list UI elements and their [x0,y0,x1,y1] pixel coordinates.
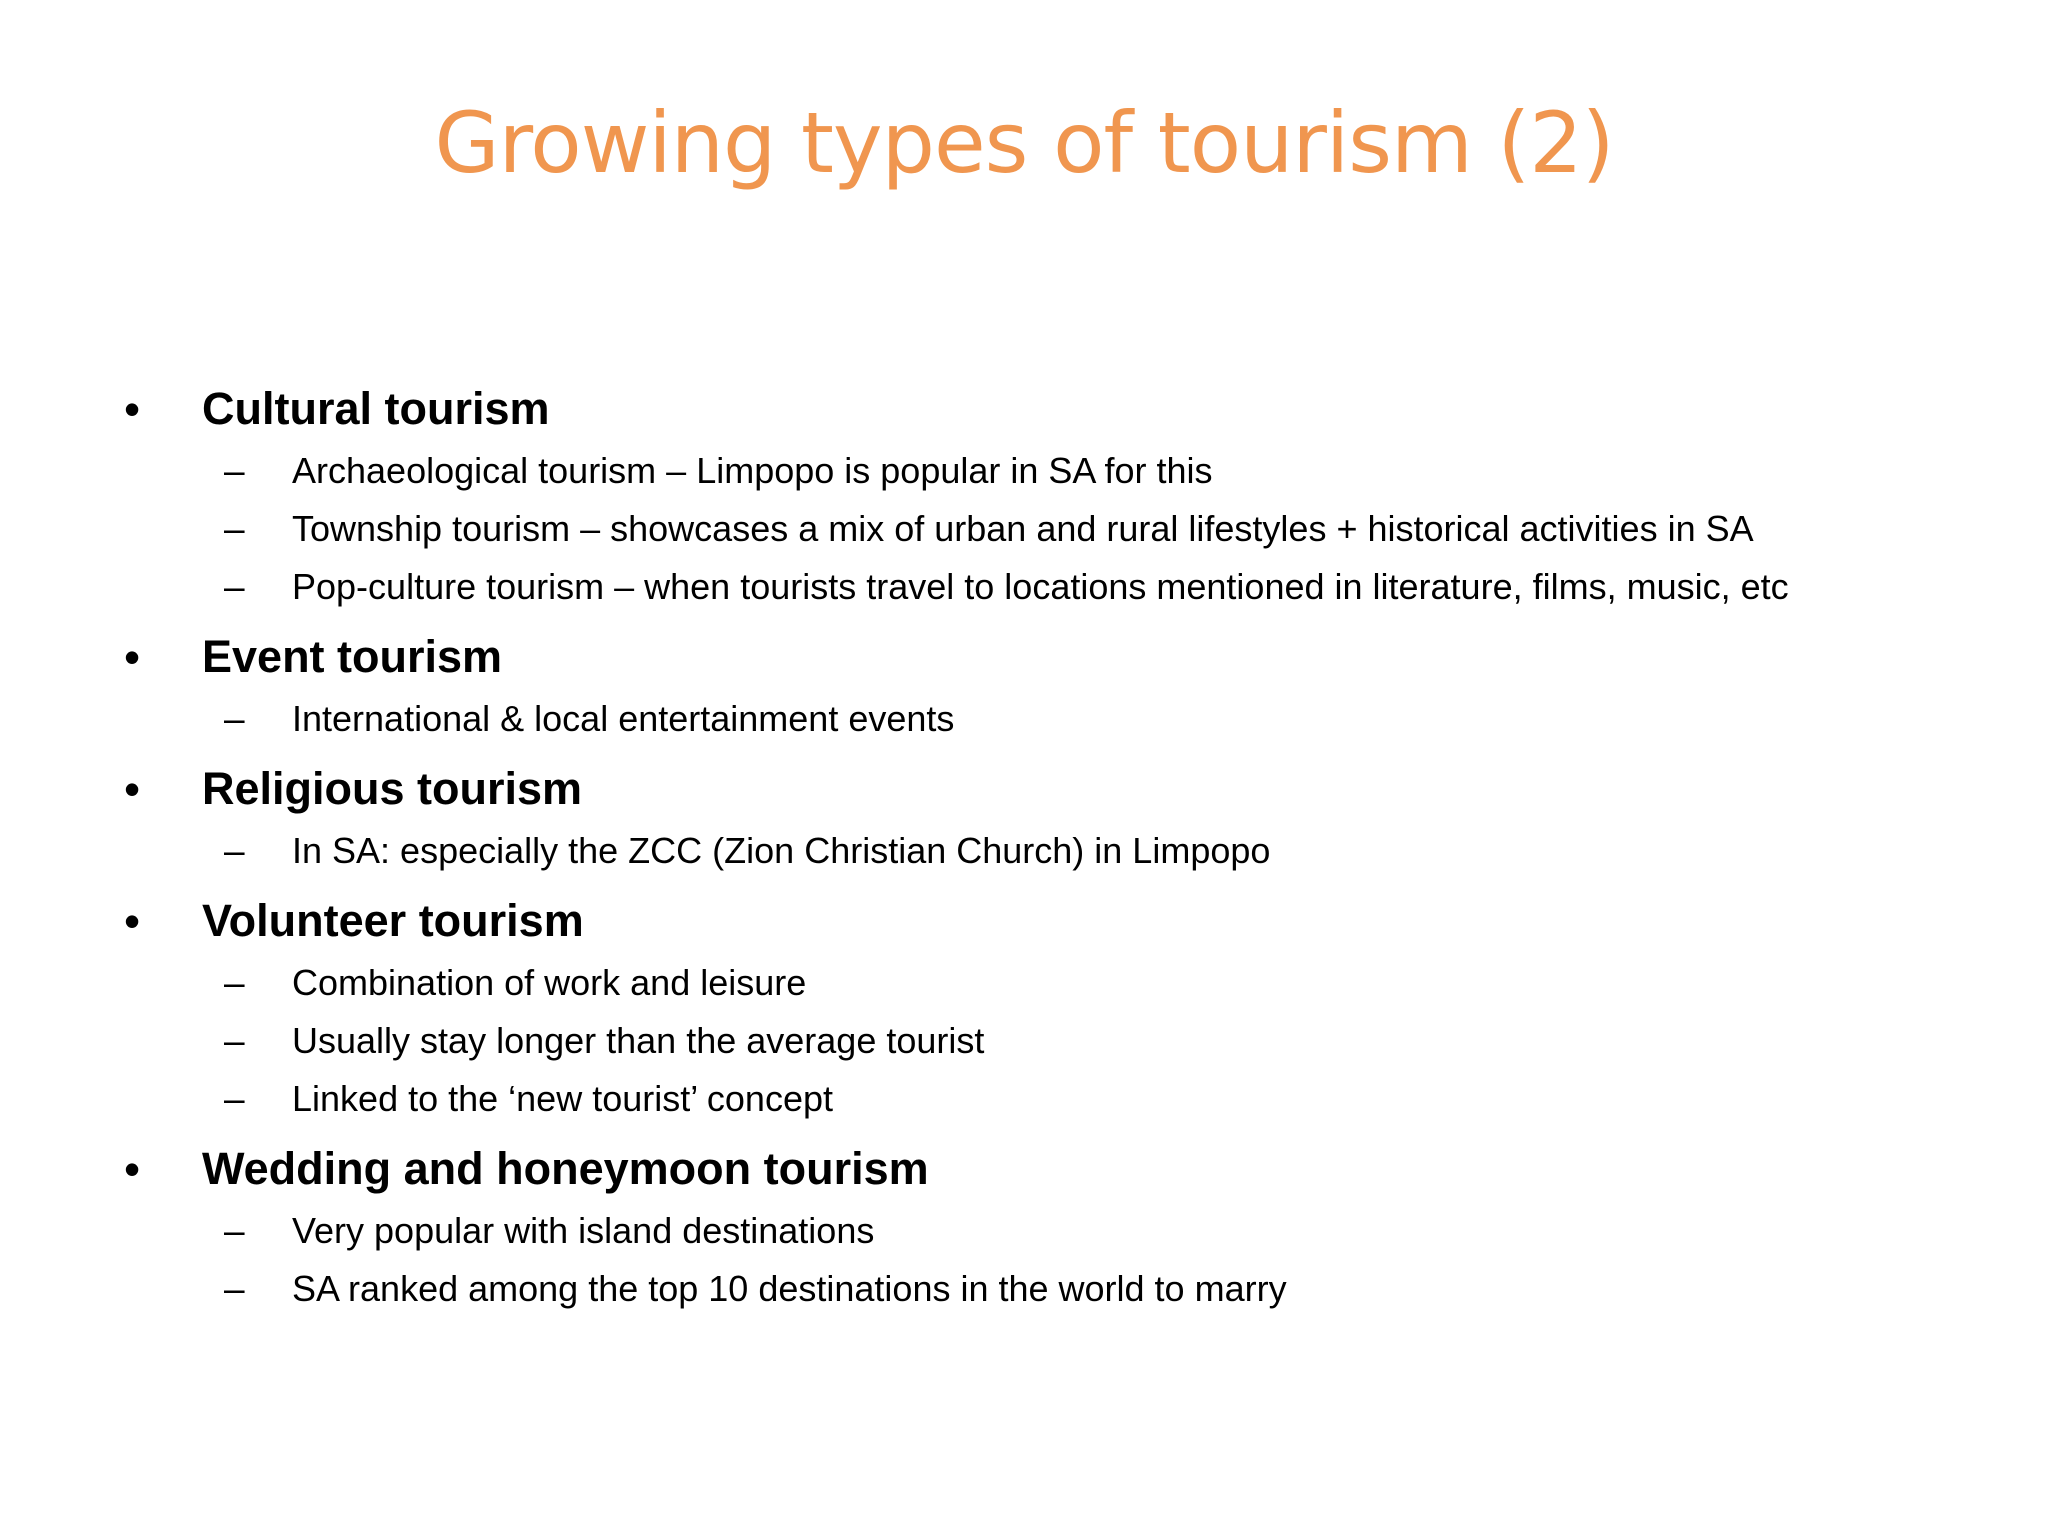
dash-icon: – [224,1268,245,1309]
list-item [0,1260,2048,1318]
dash-icon: – [224,830,245,871]
sub-item-text: International & local entertainment events [292,698,955,739]
dash-icon: – [224,1210,245,1251]
list-item [0,442,2048,500]
section-heading: Wedding and honeymoon tourism [202,1143,929,1194]
sub-item-text: In SA: especially the ZCC (Zion Christian Church) in Limpopo [292,830,1271,871]
sub-item-text: Very popular with island destinations [292,1210,875,1251]
sub-item-text: Archaeological tourism – Limpopo is popular in SA for this [292,450,1213,491]
list-item [0,1012,2048,1070]
section-volunteer-tourism [0,888,2048,1128]
dash-icon: – [224,698,245,739]
list-item [0,558,2048,616]
bullet-list [0,372,2048,1318]
sub-item-text: Linked to the ‘new tourist’ concept [292,1078,833,1119]
bullet-icon: • [124,383,141,435]
bullet-icon: • [124,895,141,947]
section-heading: Cultural tourism [202,383,550,434]
bullet-icon: • [124,1143,141,1195]
sub-item-text: Combination of work and leisure [292,962,807,1003]
bullet-icon: • [124,631,141,683]
list-item [0,624,2048,690]
list-item [0,1070,2048,1128]
dash-icon: – [224,1020,245,1061]
list-item [0,376,2048,442]
section-heading: Volunteer tourism [202,895,584,946]
section-wedding-honeymoon-tourism [0,1136,2048,1318]
dash-icon: – [224,962,245,1003]
section-heading: Religious tourism [202,763,583,814]
section-event-tourism [0,624,2048,748]
list-item [0,1136,2048,1202]
section-religious-tourism [0,756,2048,880]
dash-icon: – [224,1078,245,1119]
list-item [0,1202,2048,1260]
list-item [0,954,2048,1012]
slide-title: Growing types of tourism (2) [434,94,1614,192]
dash-icon: – [224,566,245,607]
list-item [0,690,2048,748]
list-item [0,822,2048,880]
bullet-icon: • [124,763,141,815]
dash-icon: – [224,450,245,491]
dash-icon: – [224,508,245,549]
sub-item-text: Pop-culture tourism – when tourists travel to locations mentioned in literature, films, music, etc [292,566,1789,607]
list-item [0,756,2048,822]
list-item [0,888,2048,954]
list-item [0,500,2048,558]
sub-item-text: Usually stay longer than the average tourist [292,1020,985,1061]
sub-item-text: Township tourism – showcases a mix of urban and rural lifestyles + historical activities in SA [292,508,1754,549]
section-cultural-tourism [0,376,2048,616]
section-heading: Event tourism [202,631,503,682]
sub-item-text: SA ranked among the top 10 destinations in the world to marry [292,1268,1287,1309]
